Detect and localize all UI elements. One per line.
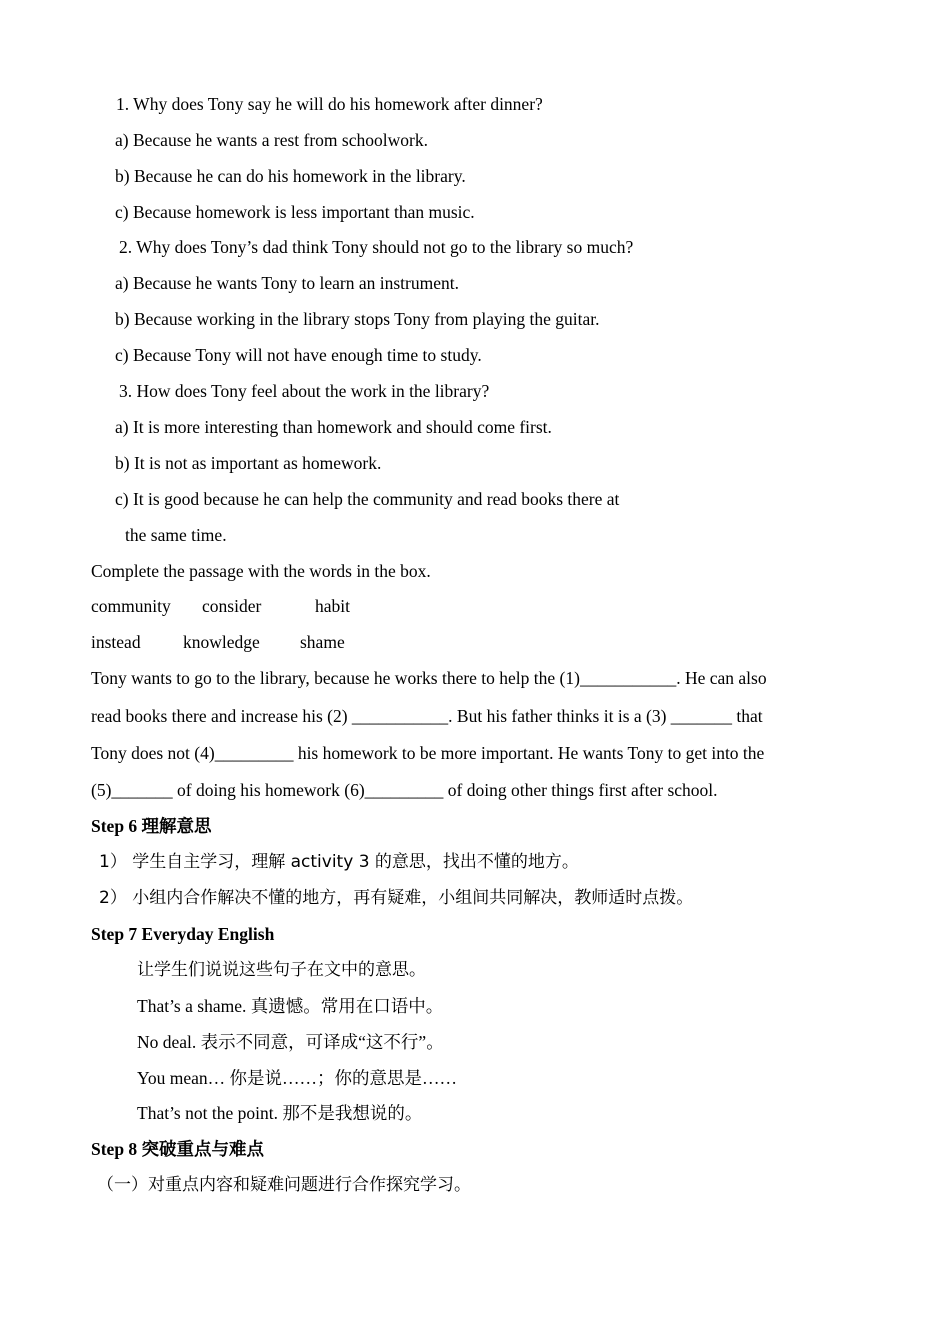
word-box-item: knowledge (183, 632, 260, 652)
word-box-item: community (91, 596, 171, 616)
step-8-heading: Step 8 突破重点与难点 (91, 1139, 265, 1159)
question-1-option-b: b) Because he can do his homework in the library. (115, 166, 466, 186)
step-7-phrase: No deal. 表示不同意，可译成“这不行”。 (137, 1032, 444, 1052)
question-3-option-a: a) It is more interesting than homework and should come first. (115, 417, 552, 437)
word-box-item: shame (300, 632, 345, 652)
passage-line: Tony does not (4)_________ his homework to be more important. He wants Tony to get into the (91, 743, 765, 763)
step-6-heading: Step 6 理解意思 (91, 816, 212, 836)
question-1-option-a: a) Because he wants a rest from schoolwork. (115, 130, 428, 150)
question-2-option-b: b) Because working in the library stops Tony from playing the guitar. (115, 309, 600, 329)
question-1-option-c: c) Because homework is less important than music. (115, 202, 475, 222)
question-3-option-c-continuation: the same time. (125, 525, 227, 545)
word-box-item: consider (202, 596, 262, 616)
question-2-stem: 2. Why does Tony’s dad think Tony should not go to the library so much? (119, 237, 634, 257)
step-7-phrase: You mean… 你是说……；你的意思是…… (137, 1068, 458, 1088)
question-2-option-c: c) Because Tony will not have enough time to study. (115, 345, 482, 365)
step-7-intro: 让学生们说说这些句子在文中的意思。 (137, 960, 426, 980)
step-8-item: （一）对重点内容和疑难问题进行合作探究学习。 (97, 1175, 471, 1195)
question-3-option-b: b) It is not as important as homework. (115, 453, 382, 473)
step-7-phrase: That’s not the point. 那不是我想说的。 (137, 1103, 423, 1123)
step-6-item: 2） 小组内合作解决不懂的地方，再有疑难，小组间共同解决，教师适时点拨。 (99, 888, 694, 908)
passage-instruction: Complete the passage with the words in the box. (91, 561, 431, 581)
question-3-option-c: c) It is good because he can help the community and read books there at (115, 489, 620, 509)
passage-line: (5)_______ of doing his homework (6)_________ of doing other things first after school. (91, 780, 718, 800)
step-6-item: 1） 学生自主学习，理解 activity 3 的意思，找出不懂的地方。 (99, 852, 579, 872)
word-box-item: habit (315, 596, 350, 616)
step-7-heading: Step 7 Everyday English (91, 924, 275, 944)
passage-line: read books there and increase his (2) ___________. But his father thinks it is a (3) _______ that (91, 706, 763, 726)
question-2-option-a: a) Because he wants Tony to learn an instrument. (115, 273, 459, 293)
step-7-phrase: That’s a shame. 真遗憾。常用在口语中。 (137, 996, 444, 1016)
word-box-item: instead (91, 632, 141, 652)
passage-line: Tony wants to go to the library, because he works there to help the (1)___________. He can also (91, 668, 767, 688)
question-3-stem: 3. How does Tony feel about the work in the library? (119, 381, 490, 401)
question-1-stem: 1. Why does Tony say he will do his homework after dinner? (116, 94, 543, 114)
